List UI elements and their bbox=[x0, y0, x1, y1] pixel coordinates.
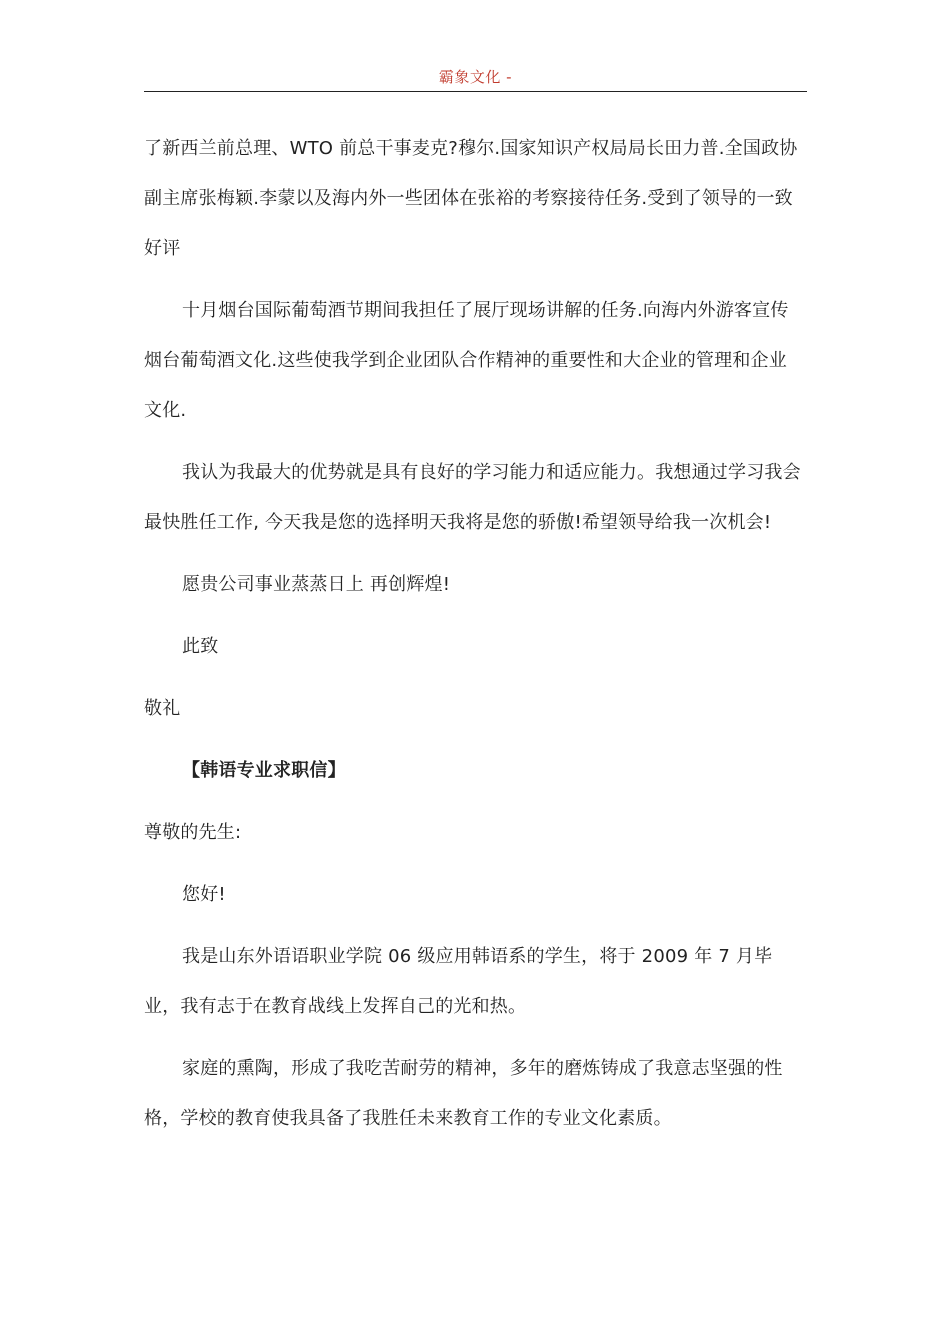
closing-cizhi: 此致 bbox=[182, 636, 219, 657]
header-title: 霸象文化 - bbox=[438, 68, 513, 86]
closing-jingli: 敬礼 bbox=[144, 698, 181, 719]
paragraph-character: 家庭的熏陶，形成了我吃苦耐劳的精神，多年的磨炼铸成了我意志坚强的性格，学校的教育使我具备了我胜任未来教育工作的专业文化素质。 bbox=[144, 1058, 783, 1129]
greeting: 您好! bbox=[182, 884, 226, 905]
paragraph-reception-tasks: 了新西兰前总理、WTO 前总干事麦克?穆尔.国家知识产权局局长田力普.全国政协副主席张梅颖.李蒙以及海内外一些团体在张裕的考察接待任务.受到了领导的一致好评 bbox=[144, 138, 798, 259]
paragraph-wine-festival: 十月烟台国际葡萄酒节期间我担任了展厅现场讲解的任务.向海内外游客宣传烟台葡萄酒文化.这些使我学到企业团队合作精神的重要性和大企业的管理和企业文化. bbox=[144, 300, 789, 421]
document-body bbox=[144, 124, 804, 1144]
paragraph-wishes: 愿贵公司事业蒸蒸日上 再创辉煌! bbox=[182, 574, 451, 595]
paragraph-strengths: 我认为我最大的优势就是具有良好的学习能力和适应能力。我想通过学习我会最快胜任工作, 今天我是您的选择明天我将是您的骄傲!希望领导给我一次机会! bbox=[144, 462, 801, 533]
paragraph-introduction: 我是山东外语语职业学院 06 级应用韩语系的学生，将于 2009 年 7 月毕业，我有志于在教育战线上发挥自己的光和热。 bbox=[144, 946, 773, 1017]
section-title: 【韩语专业求职信】 bbox=[182, 760, 346, 781]
page-header bbox=[144, 64, 807, 92]
salutation: 尊敬的先生: bbox=[144, 822, 242, 843]
